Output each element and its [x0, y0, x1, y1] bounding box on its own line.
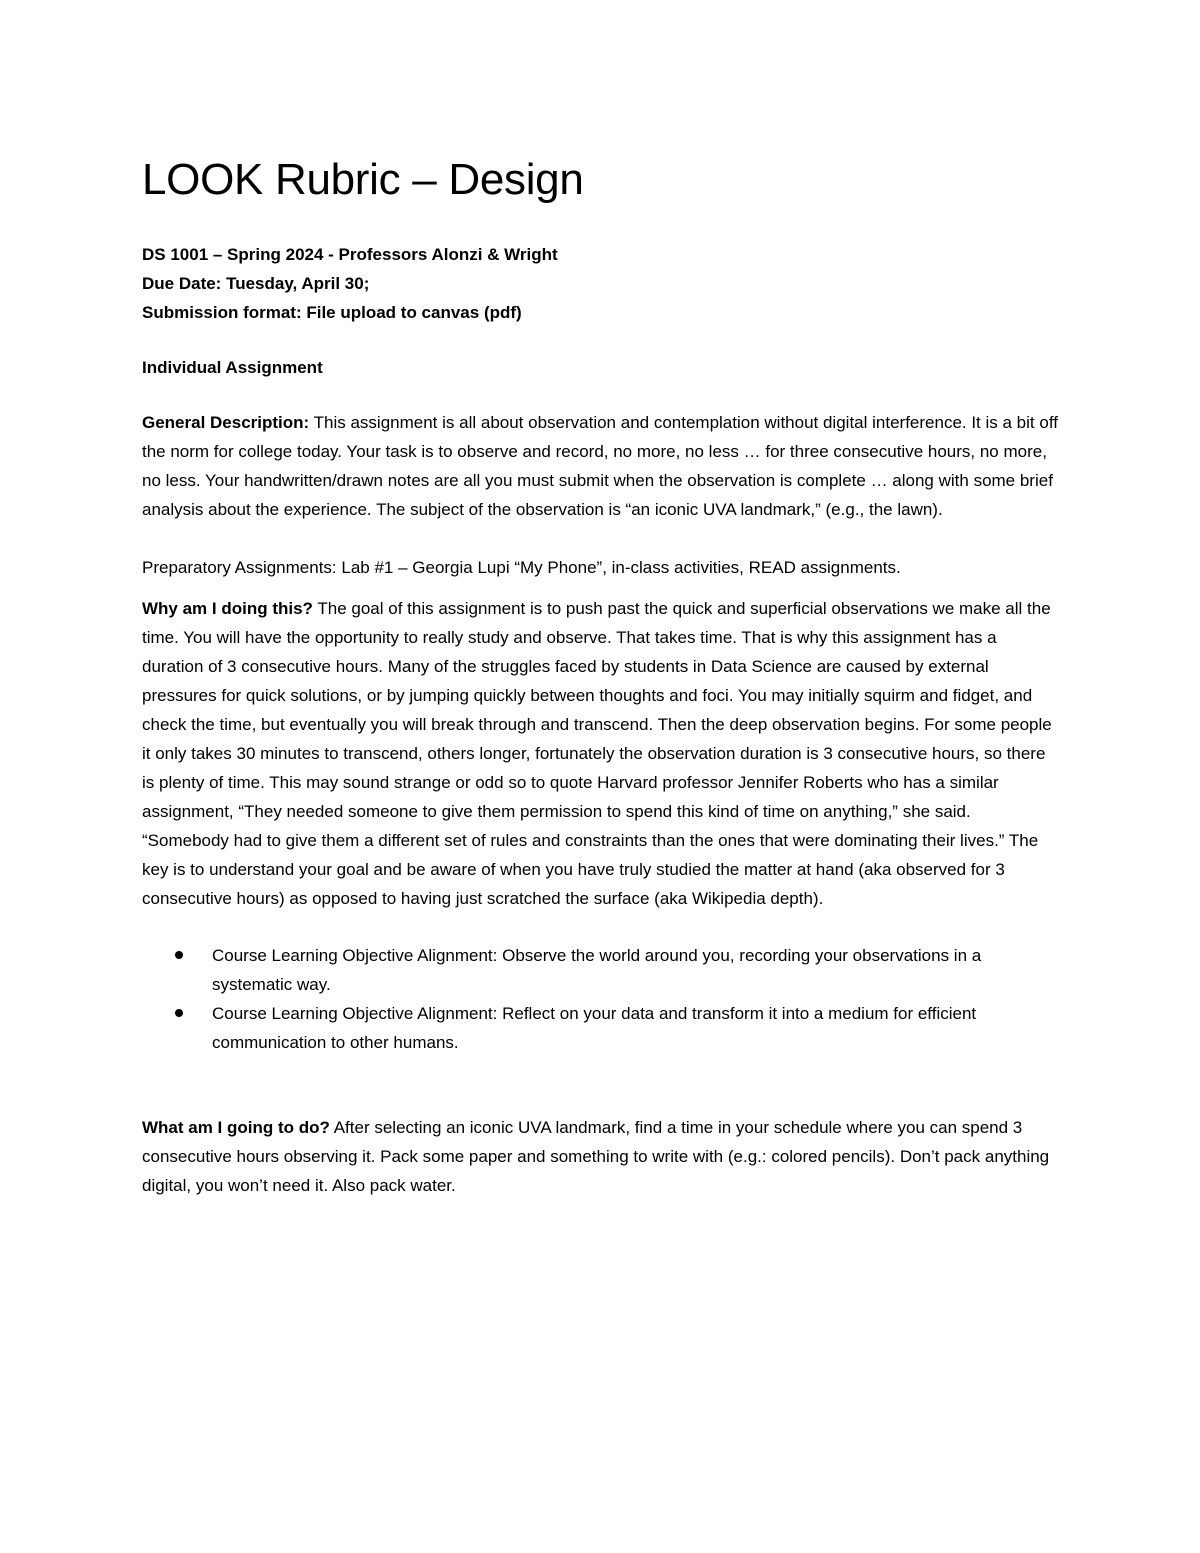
due-date-line: Due Date: Tuesday, April 30; — [142, 274, 370, 293]
general-description-paragraph — [142, 408, 1062, 524]
list-item — [142, 999, 1062, 1057]
submission-format-line: Submission format: File upload to canvas (pdf) — [142, 303, 522, 322]
preparatory-assignments-paragraph: Preparatory Assignments: Lab #1 – Georgia Lupi “My Phone”, in-class activities, READ assignments. — [142, 558, 901, 577]
what-label: What am I going to do? — [142, 1118, 330, 1137]
objective-text: Course Learning Objective Alignment: Observe the world around you, recording your observations in a systematic way. — [212, 946, 982, 994]
document-title: LOOK Rubric – Design — [142, 155, 584, 204]
why-label: Why am I doing this? — [142, 599, 313, 618]
bullet-icon — [175, 1009, 183, 1017]
bullet-icon — [175, 951, 183, 959]
what-paragraph — [142, 1113, 1062, 1200]
list-item — [142, 941, 1062, 999]
objective-text: Course Learning Objective Alignment: Reflect on your data and transform it into a medium for efficient communication to other humans. — [212, 1004, 977, 1052]
what-text: After selecting an iconic UVA landmark, find a time in your schedule where you can spend 3 consecutive hours observing it. Pack some paper and something to write with (e.g.: colored pencils). Don’t pack anything digital, you won’t need it. Also pack water. — [142, 1118, 1050, 1195]
general-description-text: This assignment is all about observation and contemplation without digital interference. It is a bit off the norm for college today. Your task is to observe and record, no more, no less … for three consecutive hours, no more, no less. Your handwritten/drawn notes are all you must submit when the observation is complete … along with some brief analysis about the experience. The subject of the observation is “an iconic UVA landmark,” (e.g., the lawn). — [142, 413, 1058, 519]
assignment-type-heading: Individual Assignment — [142, 358, 323, 377]
course-line: DS 1001 – Spring 2024 - Professors Alonzi & Wright — [142, 245, 558, 264]
document-page — [142, 150, 1062, 1200]
why-text: The goal of this assignment is to push past the quick and superficial observations we make all the time. You will have the opportunity to really study and observe. That takes time. That is why this assignment has a duration of 3 consecutive hours. Many of the struggles faced by students in Data Science are caused by external pressures for quick solutions, or by jumping quickly between thoughts and foci. You may initially squirm and fidget, and check the time, but eventually you will break through and transcend. Then the deep observation begins. For some people it only takes 30 minutes to transcend, others longer, fortunately the observation duration is 3 consecutive hours, so there is plenty of time. This may sound strange or odd so to quote Harvard professor Jennifer Roberts who has a similar assignment, “They needed someone to give them permission to spend this kind of time on anything,” she said. “Somebody had to give them a different set of rules and constraints than the ones that were dominating their lives.” The key is to understand your goal and be aware of when you have truly studied the matter at hand (aka observed for 3 consecutive hours) as opposed to having just scratched the surface (aka Wikipedia depth). — [142, 599, 1052, 908]
general-description-label: General Description: — [142, 413, 310, 432]
why-paragraph — [142, 594, 1062, 913]
learning-objectives-list — [142, 941, 1062, 1057]
